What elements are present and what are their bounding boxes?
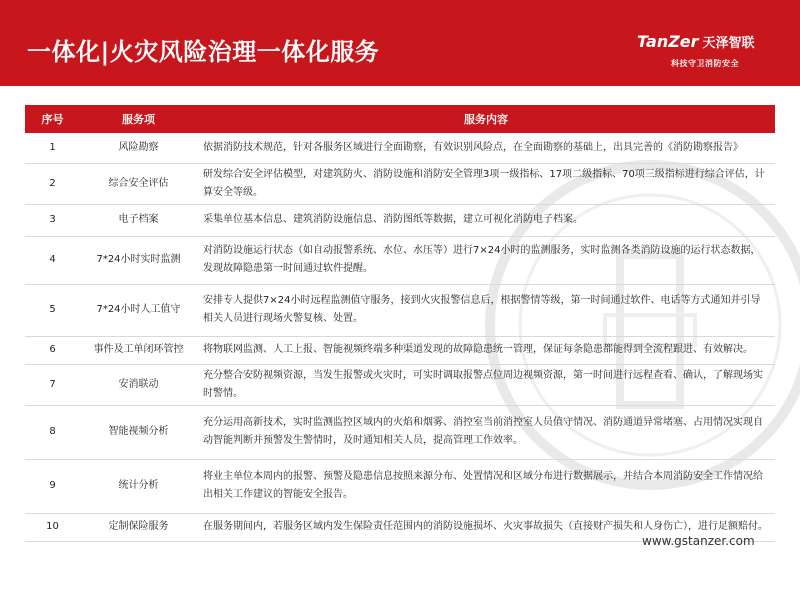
row-number: 9 [25, 459, 80, 513]
service-item: 7*24小时人工值守 [80, 284, 197, 336]
row-number: 10 [25, 513, 80, 541]
service-content: 采集单位基本信息、建筑消防设施信息、消防图纸等数据，建立可视化消防电子档案。 [197, 204, 775, 236]
table-row [25, 133, 775, 163]
header-banner [0, 0, 800, 86]
service-content: 将物联网监测、人工上报、智能视频终端多种渠道发现的故障隐患统一管理，保证每条隐患都能得到全流程跟进、有效解决。 [197, 336, 775, 364]
service-content: 研发综合安全评估模型，对建筑防火、消防设施和消防安全管理3项一级指标、17项二级指标、70项三级指标进行综合评估，计算安全等级。 [197, 163, 775, 204]
table-row [25, 284, 775, 336]
service-content: 将业主单位本周内的报警、预警及隐患信息按照来源分布、处置情况和区域分布进行数据展示，并结合本周消防安全工作情况给出相关工作建议的智能安全报告。 [197, 459, 775, 513]
service-item: 综合安全评估 [80, 163, 197, 204]
column-header-no: 序号 [25, 105, 80, 133]
column-header-item: 服务项 [80, 105, 197, 133]
service-table [25, 105, 775, 542]
service-item: 定制保险服务 [80, 513, 197, 541]
logo-brand-cn: 天泽智联 [702, 36, 755, 51]
table-row [25, 236, 775, 284]
service-item: 安消联动 [80, 364, 197, 405]
table-row [25, 405, 775, 459]
service-content: 充分运用高新技术，实时监测监控区域内的火焰和烟雾、消控室当前消控室人员值守情况、消防通道异常堵塞、占用情况实现自动智能判断并预警发生警情时，及时通知相关人员，提高管理工作效率。 [197, 405, 775, 459]
row-number: 7 [25, 364, 80, 405]
table-row [25, 204, 775, 236]
service-item: 电子档案 [80, 204, 197, 236]
page-title: 一体化|火灾风险治理一体化服务 [27, 38, 380, 66]
service-item: 统计分析 [80, 459, 197, 513]
service-content: 在服务期间内，若服务区域内发生保险责任范围内的消防设施损坏、火灾事故损失（直接财产损失和人身伤亡），进行足额赔付。 [197, 513, 775, 541]
table-row [25, 163, 775, 204]
table-header-row [25, 105, 775, 133]
logo-slogan: 科技守卫消防安全 [671, 59, 739, 68]
website-url: www.gstanzer.com [642, 534, 755, 548]
row-number: 6 [25, 336, 80, 364]
table-row [25, 336, 775, 364]
service-content: 依据消防技术规范，针对各服务区域进行全面勘察，有效识别风险点，在全面勘察的基础上，出具完善的《消防勘察报告》 [197, 133, 775, 163]
row-number: 4 [25, 236, 80, 284]
column-header-content: 服务内容 [197, 105, 775, 133]
service-item: 智能视频分析 [80, 405, 197, 459]
service-content: 对消防设施运行状态（如自动报警系统、水位、水压等）进行7×24小时的监测服务，实时监测各类消防设施的运行状态数据，发现故障隐患第一时间通过软件提醒。 [197, 236, 775, 284]
company-logo [637, 32, 777, 74]
service-item: 风险勘察 [80, 133, 197, 163]
table-row [25, 364, 775, 405]
row-number: 8 [25, 405, 80, 459]
table-row [25, 459, 775, 513]
service-content: 充分整合安防视频资源，当发生报警或火灾时，可实时调取报警点位周边视频资源，第一时间进行远程查看、确认，了解现场实时警情。 [197, 364, 775, 405]
logo-brand-en: TanZer [637, 32, 699, 51]
service-content: 安排专人提供7×24小时远程监测值守服务，接到火灾报警信息后，根据警情等级，第一时间通过软件、电话等方式通知并引导相关人员进行现场火警复核、处置。 [197, 284, 775, 336]
row-number: 1 [25, 133, 80, 163]
service-item: 事件及工单闭环管控 [80, 336, 197, 364]
row-number: 2 [25, 163, 80, 204]
service-item: 7*24小时实时监测 [80, 236, 197, 284]
row-number: 5 [25, 284, 80, 336]
row-number: 3 [25, 204, 80, 236]
